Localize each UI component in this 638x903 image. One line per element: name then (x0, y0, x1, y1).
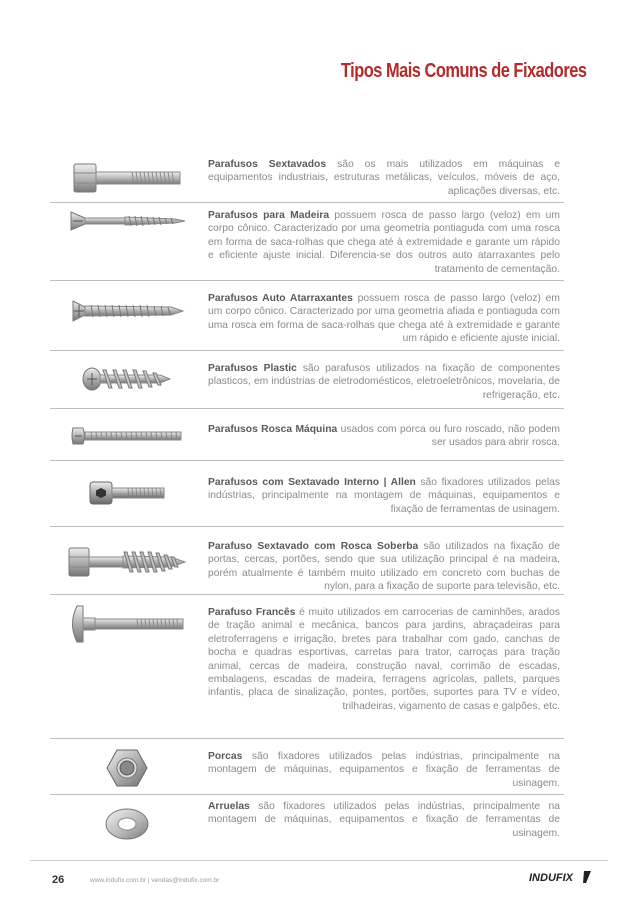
indufix-logo (528, 869, 592, 885)
entry-text: possuem rosca de passo largo (veloz) em um corpo cônico. Caracterizado por uma geometria pontiaguda com uma rosca em forma de saca-rolhas que chega até à extremidade e garante um rápido e eficiente ajuste inicial. Diferencia-se dos outros auto atarraxantes pelo tratamento de cementação. (208, 210, 560, 275)
carriage-bolt-icon (58, 602, 196, 646)
entry-description (208, 540, 560, 594)
entry-name: Parafusos Sextavados (208, 159, 327, 170)
footer-divider (30, 860, 608, 861)
entry-name: Parafusos Auto Atarraxantes (208, 293, 353, 304)
divider (50, 350, 564, 351)
entry-name: Parafusos Plastic (208, 363, 297, 374)
wood-screw-icon (58, 206, 196, 236)
entry-text: é muito utilizados em carrocerias de caminhões, arados de tração animal e mecânica, bancos para jardins, abraçadeiras para eletroferragens e irrigação, bretes para trabalhar com gado, canchas de bocha e quadras esportivas, carretas para trator, carroças para tração animal, cercas de madeira, construção naval, corrimão de escadas, embalagens, escadas de madeira, ferragens agrícolas, pallets, parques infantis, placa de sinalização, pontes, portões, suportes para TV e vídeo, trilhadeiras, vigamento de casas e galpões, etc. (208, 607, 560, 712)
hex-nut-icon (58, 744, 196, 792)
entry-description (208, 423, 560, 450)
entry-description (208, 158, 560, 198)
self-tapping-screw-icon (58, 296, 196, 326)
divider (50, 202, 564, 203)
entry-name: Parafusos para Madeira (208, 210, 330, 221)
allen-screw-icon (58, 476, 196, 510)
entry-description (208, 800, 560, 840)
washer-icon (58, 802, 196, 846)
entry-text: são fixadores utilizados pelas indústrias, principalmente na montagem de máquinas, equipamentos e fixação de ferramentas de usinagem. (208, 801, 560, 839)
entry-name: Parafusos com Sextavado Interno | Allen (208, 477, 416, 488)
entry-text: usados com porca ou furo roscado, não podem ser usados para abrir rosca. (337, 424, 560, 449)
machine-screw-icon (58, 420, 196, 452)
lag-screw-icon (58, 540, 196, 584)
entry-text: são fixadores utilizados pelas indústrias, principalmente na montagem de máquinas, equipamentos e fixação de ferramentas de usinagem. (208, 751, 560, 789)
entry-text: possuem rosca de passo largo (veloz) em um corpo cônico. Caracterizado por uma geometria afiada e pontiaguda com uma rosca em forma de saca-rolhas que chega até à extremidade e garante um rápido e eficiente ajuste inicial. (208, 293, 560, 345)
footer-contact: www.indufix.com.br | vendas@indufix.com.br (90, 877, 220, 884)
entry-name: Porcas (208, 751, 243, 762)
plastic-screw-icon (58, 362, 196, 396)
divider (50, 738, 564, 739)
divider (50, 280, 564, 281)
page-number: 26 (52, 874, 65, 886)
entry-description (208, 362, 560, 402)
entry-name: Parafusos Rosca Máquina (208, 424, 338, 435)
entry-description (208, 606, 560, 713)
entry-description (208, 750, 560, 790)
page-title: Tipos Mais Comuns de Fixadores (340, 60, 586, 82)
divider (50, 460, 564, 461)
divider (50, 794, 564, 795)
entry-text: são fixadores utilizados pelas indústrias, principalmente na montagem de máquinas, equipamentos e fixação de ferramentas de usinagem. (208, 477, 561, 515)
entry-name: Parafuso Francês (208, 607, 296, 618)
entry-text: são utilizados na fixação de portas, cercas, portões, sendo que sua utilização principal é na madeira, porém atualmente é também muito utilizado em concreto com buchas de nylon, para a fixação de suporte para televisão, etc. (208, 541, 560, 593)
logo-text: INDUFIX (529, 872, 573, 884)
entry-description (208, 292, 560, 346)
entry-description (208, 209, 560, 276)
divider (50, 408, 564, 409)
entry-description (208, 476, 560, 516)
entry-name: Arruelas (208, 801, 250, 812)
entry-text: são parafusos utilizados na fixação de componentes plasticos, em indústrias de eletrodomésticos, eletroeletrônicos, movelaria, de refrigeração, etc. (208, 363, 560, 401)
hex-bolt-icon (58, 158, 196, 198)
divider (50, 594, 564, 595)
entry-text: são os mais utilizados em máquinas e equipamentos industriais, estruturas metálicas, veículos, móveis de aço, aplicações diversas, etc. (208, 159, 560, 197)
entry-name: Parafuso Sextavado com Rosca Soberba (208, 541, 419, 552)
divider (50, 526, 564, 527)
